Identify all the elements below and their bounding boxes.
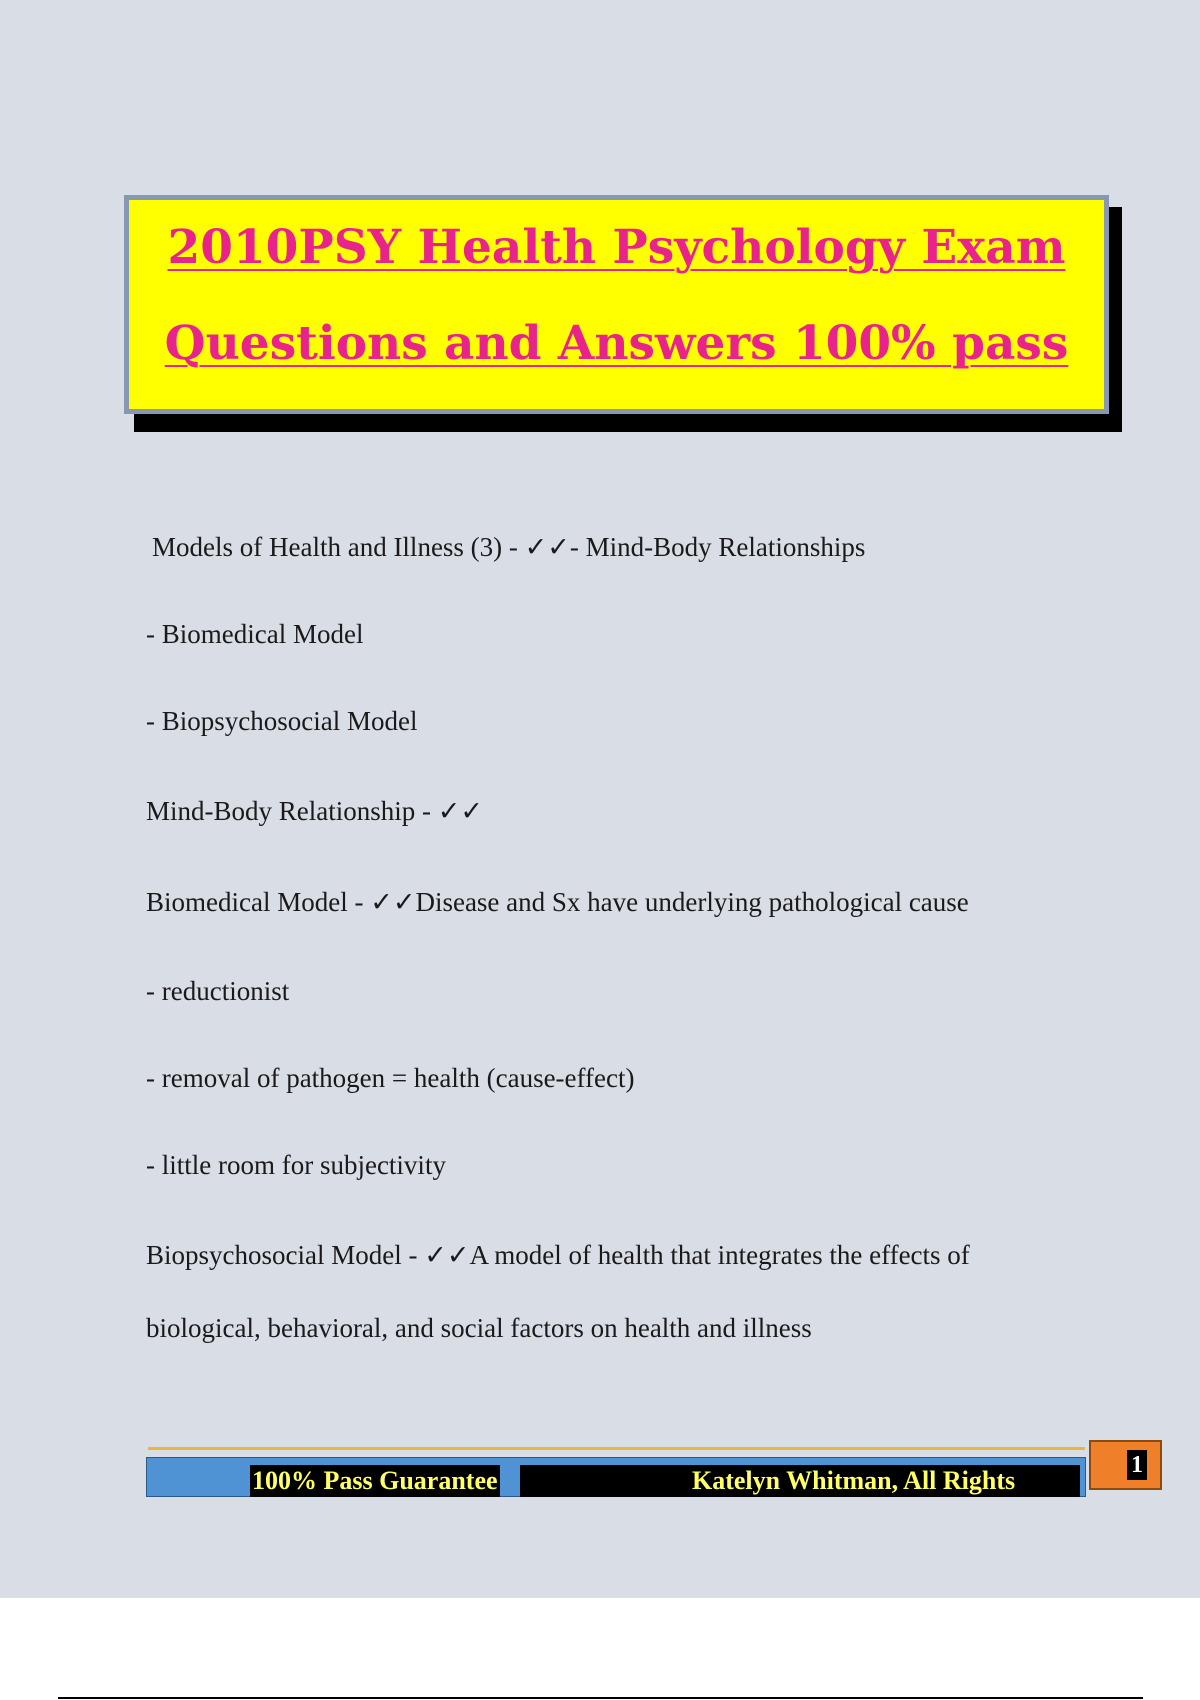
content-line: biological, behavioral, and social factors on health and illness — [146, 1313, 812, 1343]
title-line-1: 2010PSY Health Psychology Exam — [167, 220, 1066, 275]
content-line: - little room for subjectivity — [146, 1150, 446, 1180]
content-line: - removal of pathogen = health (cause-effect) — [146, 1063, 635, 1093]
footer-right-text: Katelyn Whitman, All Rights — [692, 1466, 1016, 1495]
title-box — [124, 195, 1109, 414]
content-line: - Biomedical Model — [146, 619, 364, 649]
page-number-badge — [1089, 1440, 1162, 1490]
content-line: Models of Health and Illness (3) - ✓✓- Mind-Body Relationships — [152, 532, 866, 562]
content-line: Biomedical Model - ✓✓Disease and Sx have underlying pathological cause — [146, 887, 969, 917]
page-number: 1 — [1127, 1450, 1147, 1480]
content-line: - reductionist — [146, 976, 290, 1006]
footer-left-text: 100% Pass Guarantee — [252, 1466, 498, 1495]
title-line-2: Questions and Answers 100% pass — [164, 316, 1069, 371]
content-line: Biopsychosocial Model - ✓✓A model of health that integrates the effects of — [146, 1240, 970, 1270]
bottom-rule — [58, 1697, 1143, 1699]
content-line: - Biopsychosocial Model — [146, 706, 418, 736]
content-line: Mind-Body Relationship - ✓✓ — [146, 796, 483, 826]
footer-rule — [148, 1447, 1085, 1450]
